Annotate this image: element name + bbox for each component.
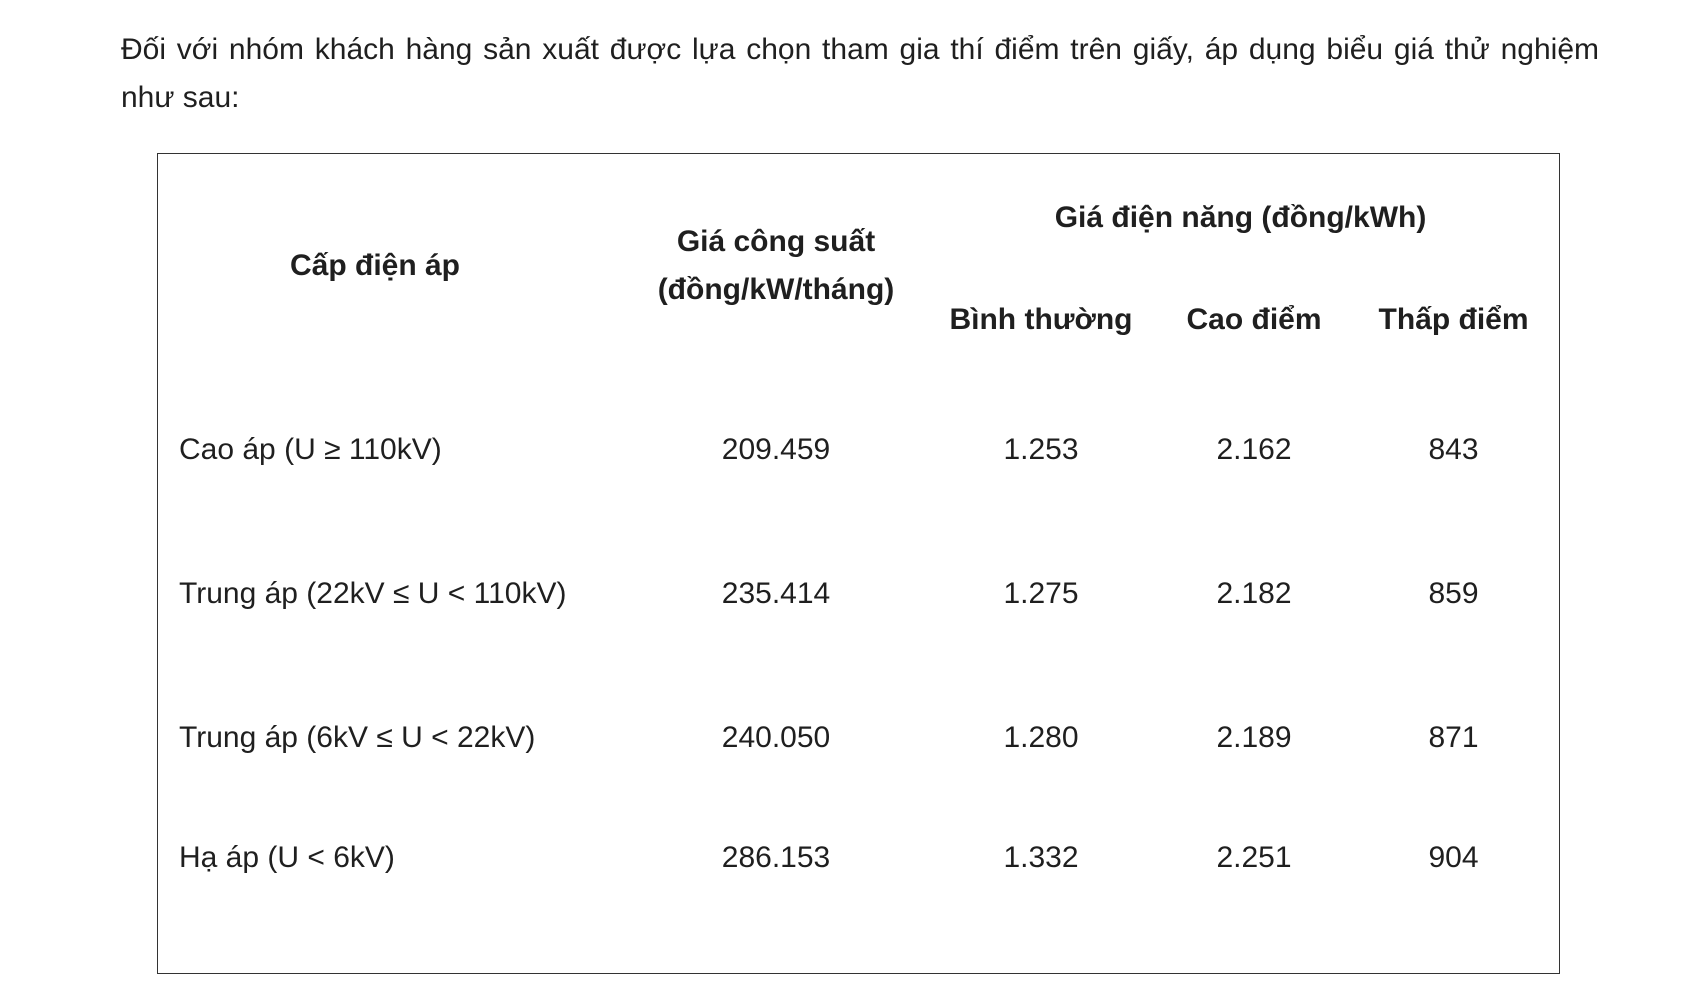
table-row (158, 522, 1561, 666)
off-peak-price-cell: 871 (1428, 721, 1479, 754)
voltage-level-cell: Trung áp (6kV ≤ U < 22kV) (179, 721, 536, 754)
voltage-level-cell: Cao áp (U ≥ 110kV) (179, 433, 442, 466)
header-off-peak: Thấp điểm (1378, 303, 1529, 336)
voltage-level-cell: Trung áp (22kV ≤ U < 110kV) (179, 577, 567, 610)
table-row (158, 666, 1561, 810)
tariff-table-container (157, 153, 1560, 974)
capacity-price-cell: 209.459 (721, 433, 831, 466)
off-peak-price-cell: 859 (1428, 577, 1479, 610)
capacity-price-cell: 286.153 (721, 841, 831, 874)
voltage-level-cell: Hạ áp (U < 6kV) (179, 841, 395, 874)
peak-price-cell: 2.251 (1216, 841, 1292, 874)
off-peak-price-cell: 904 (1428, 841, 1479, 874)
header-energy-price-group: Giá điện năng (đồng/kWh) (1054, 201, 1427, 234)
normal-price-cell: 1.253 (1003, 433, 1079, 466)
table-row (158, 378, 1561, 522)
header-peak: Cao điểm (1186, 303, 1322, 336)
table-row (158, 810, 1561, 906)
header-voltage-level: Cấp điện áp (289, 249, 461, 282)
header-row-top (158, 154, 1561, 262)
peak-price-cell: 2.189 (1216, 721, 1292, 754)
capacity-price-cell: 240.050 (721, 721, 831, 754)
peak-price-cell: 2.162 (1216, 433, 1292, 466)
header-capacity-price: Giá công suất (đồng/kW/tháng) (657, 225, 895, 306)
normal-price-cell: 1.332 (1003, 841, 1079, 874)
normal-price-cell: 1.280 (1003, 721, 1079, 754)
normal-price-cell: 1.275 (1003, 577, 1079, 610)
intro-paragraph: Đối với nhóm khách hàng sản xuất được lựa chọn tham gia thí điểm trên giấy, áp dụng biểu giá thử nghiệm như sau: (121, 33, 1599, 114)
header-normal: Bình thường (949, 303, 1133, 336)
capacity-price-cell: 235.414 (721, 577, 831, 610)
off-peak-price-cell: 843 (1428, 433, 1479, 466)
peak-price-cell: 2.182 (1216, 577, 1292, 610)
tariff-table (158, 154, 1561, 906)
